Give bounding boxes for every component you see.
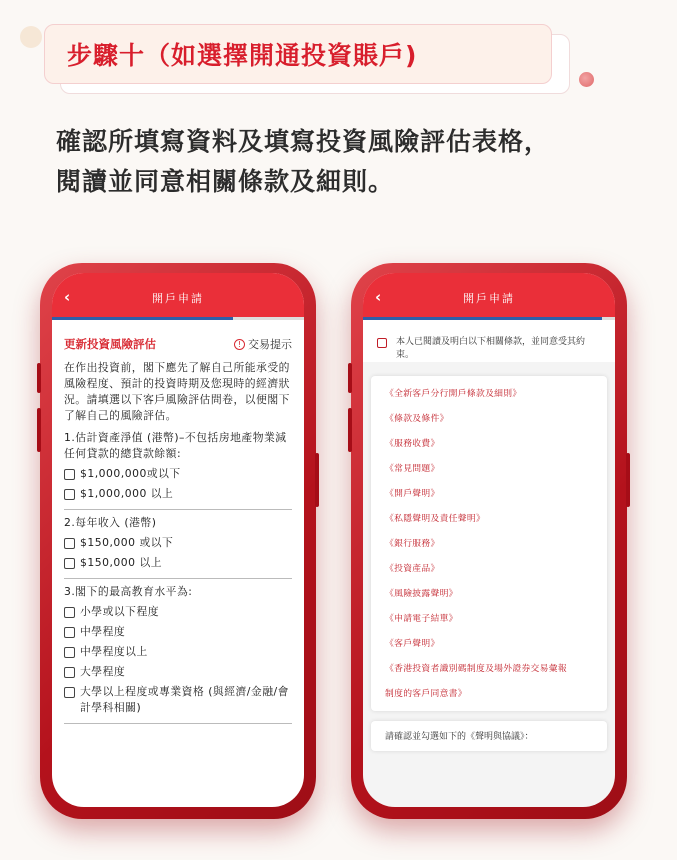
phone-side-button: [315, 453, 319, 507]
progress-fill: [363, 317, 602, 320]
option-row[interactable]: [64, 604, 292, 620]
phone-screen: [363, 273, 615, 807]
section-title: 更新投資風險評估: [64, 337, 156, 351]
phone-side-button: [348, 363, 352, 393]
option-row[interactable]: [64, 466, 292, 482]
progress-bar: [363, 317, 615, 320]
option-label: 中學程度以上: [80, 645, 148, 658]
option-row[interactable]: [64, 684, 292, 716]
phone-risk-assessment: [40, 263, 316, 819]
decor-dot: [579, 72, 594, 87]
consent-row[interactable]: [363, 320, 615, 362]
headline-line-2: 閱讀並同意相關條款及細則。: [56, 167, 395, 196]
terms-link[interactable]: 《銀行服務》: [385, 539, 440, 549]
divider: [64, 509, 292, 510]
divider: [64, 578, 292, 579]
checkbox[interactable]: [64, 627, 75, 638]
terms-link[interactable]: 《全新客戶分行開戶條款及細則》: [385, 389, 522, 399]
option-label: $1,000,000或以下: [80, 467, 181, 480]
trading-tip-label: 交易提示: [248, 338, 292, 351]
terms-link[interactable]: 《投資產品》: [385, 564, 440, 574]
chevron-left-icon[interactable]: ‹: [64, 288, 71, 306]
checkbox[interactable]: [64, 469, 75, 480]
app-header: [363, 273, 615, 317]
info-icon: !: [234, 339, 245, 350]
option-row[interactable]: [64, 664, 292, 680]
option-label: $150,000 以上: [80, 556, 163, 569]
phone-side-button: [37, 363, 41, 393]
trading-tip-link[interactable]: [234, 336, 292, 353]
instruction-headline: [56, 122, 636, 202]
option-row[interactable]: [64, 624, 292, 640]
option-label: $150,000 或以下: [80, 536, 174, 549]
option-label: 小學或以下程度: [80, 605, 160, 618]
consent-area: [363, 320, 615, 362]
risk-form: [52, 320, 304, 724]
confirm-text: 請確認並勾選如下的《聲明與協議》：: [385, 732, 534, 742]
checkbox[interactable]: [64, 687, 75, 698]
checkbox[interactable]: [64, 558, 75, 569]
intro-text: 在作出投資前，閣下應先了解自己所能承受的風險程度、預計的投資時期及您現時的經濟狀況。請填選以下客戶風險評估問卷，以便閣下了解自己的風險評估。: [64, 361, 290, 422]
consent-text: 本人已閱讀及明白以下相關條款，並同意受其約束。: [396, 337, 586, 360]
decor-circle: [20, 26, 42, 48]
option-label: 大學程度: [80, 665, 126, 678]
terms-link[interactable]: 《香港投資者識別碼制度及場外證券交易彙報: [385, 664, 567, 674]
phone-side-button: [626, 453, 630, 507]
checkbox[interactable]: [64, 667, 75, 678]
option-row[interactable]: [64, 535, 292, 551]
progress-fill: [52, 317, 233, 320]
option-row[interactable]: [64, 555, 292, 571]
phone-side-button: [37, 408, 41, 452]
headline-line-1: 確認所填寫資料及填寫投資風險評估表格，: [56, 127, 551, 156]
terms-link[interactable]: 《服務收費》: [385, 439, 440, 449]
terms-link[interactable]: 《條款及條件》: [385, 414, 449, 424]
option-row[interactable]: [64, 644, 292, 660]
checkbox[interactable]: [64, 647, 75, 658]
option-label: $1,000,000 以上: [80, 487, 174, 500]
consent-checkbox[interactable]: [377, 338, 387, 348]
checkbox[interactable]: [64, 538, 75, 549]
checkbox[interactable]: [64, 489, 75, 500]
divider: [64, 723, 292, 724]
declaration-card: [371, 721, 607, 751]
option-label: 中學程度: [80, 625, 126, 638]
terms-link[interactable]: 《開戶聲明》: [385, 489, 440, 499]
question-1: 1.估計資產淨值 (港幣)–不包括房地產物業減任何貸款的總貸款餘額:: [64, 431, 287, 460]
app-title: 開戶申請: [152, 292, 204, 305]
terms-link[interactable]: 《私隱聲明及責任聲明》: [385, 514, 486, 524]
checkbox[interactable]: [64, 607, 75, 618]
progress-bar: [52, 317, 304, 320]
terms-link[interactable]: 《風險披露聲明》: [385, 589, 458, 599]
terms-link[interactable]: 《申請電子結單》: [385, 614, 458, 624]
option-row[interactable]: [64, 486, 292, 502]
terms-link-list: [371, 376, 607, 711]
terms-link[interactable]: 《常見問題》: [385, 464, 440, 474]
option-label: 大學以上程度或專業資格 (與經濟/金融/會計學科相關): [80, 685, 289, 714]
phone-terms: [351, 263, 627, 819]
question-3: 3.閣下的最高教育水平為:: [64, 585, 193, 598]
phone-side-button: [348, 408, 352, 452]
step-banner: [44, 24, 552, 84]
chevron-left-icon[interactable]: ‹: [375, 288, 382, 306]
app-title: 開戶申請: [463, 292, 515, 305]
phone-screen: [52, 273, 304, 807]
question-2: 2.每年收入 (港幣): [64, 516, 157, 529]
step-title: 步驟十（如選擇開通投資賬戶): [67, 41, 418, 70]
terms-link-continued[interactable]: 制度的客戶同意書》: [385, 689, 467, 699]
terms-link[interactable]: 《客戶聲明》: [385, 639, 440, 649]
app-header: [52, 273, 304, 317]
